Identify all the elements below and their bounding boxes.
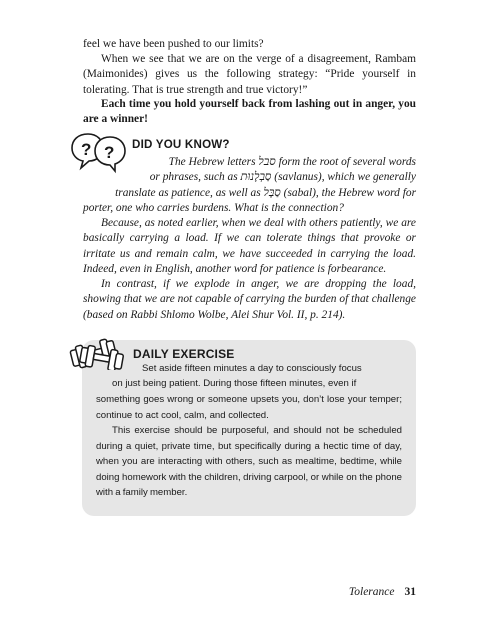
svg-text:?: ?: [81, 140, 92, 159]
rambam-paragraph: When we see that we are on the verge of a disagreement, Rambam (Maimonides) gives us the following strategy: “Pride yourself in tolerating. That is true strength and true victory!”: [83, 53, 416, 96]
intro-line: feel we have been pushed to our limits?: [83, 38, 264, 50]
hebrew-line-2: or phrases, such as סַבְלָנוּת (savlanus), which we generally: [149, 171, 416, 183]
winner-paragraph: Each time you hold yourself back from lashing out in anger, you are a winner!: [83, 98, 416, 126]
connection-paragraph: Because, as noted earlier, when we deal with others patiently, we are basically carrying a load. If we can tolerate things that provoke or irritate us and remain calm, we have succeeded in carrying the load. Indeed, even in English, another word for patience is forbearance.: [83, 217, 416, 276]
exercise-paragraph-2: This exercise should be purposeful, and should not be scheduled during a quiet, private time, but specifically during a hectic time of day, when you are interacting with others, such as mealtime, bedtime, while doing homework with the children, driving carpool, or while on the phone with a family member.: [96, 425, 402, 499]
page-footer: [349, 586, 416, 598]
exercise-paragraph-1-rest: something goes wrong or someone upsets you, don’t lose your temper; continue to act cool, calm, and collected.: [96, 394, 402, 421]
hebrew-line-4: porter, one who carries burdens. What is the connection?: [83, 202, 344, 214]
daily-exercise-heading: DAILY EXERCISE: [133, 347, 235, 361]
exercise-line-2: on just being patient. During those fifteen minutes, even if: [112, 378, 357, 389]
did-you-know-heading: DID YOU KNOW?: [132, 138, 230, 151]
dumbbells-icon: [67, 336, 129, 370]
svg-text:?: ?: [104, 143, 115, 162]
hebrew-line-1: The Hebrew letters סבל form the root of several words: [168, 156, 416, 168]
question-bubbles-icon: [70, 130, 128, 174]
chapter-title: Tolerance: [348, 586, 395, 598]
hebrew-line-3: translate as patience, as well as סַבָּל (sabal), the Hebrew word for: [115, 187, 416, 199]
exercise-line-1: Set aside fifteen minutes a day to consciously focus: [142, 363, 362, 374]
page-number: 31: [404, 586, 416, 598]
contrast-paragraph: In contrast, if we explode in anger, we are dropping the load, showing that we are not capable of carrying the burden of that challenge (based on Rabbi Shlomo Wolbe, Alei Shur Vol. II, p. 214).: [83, 278, 416, 321]
